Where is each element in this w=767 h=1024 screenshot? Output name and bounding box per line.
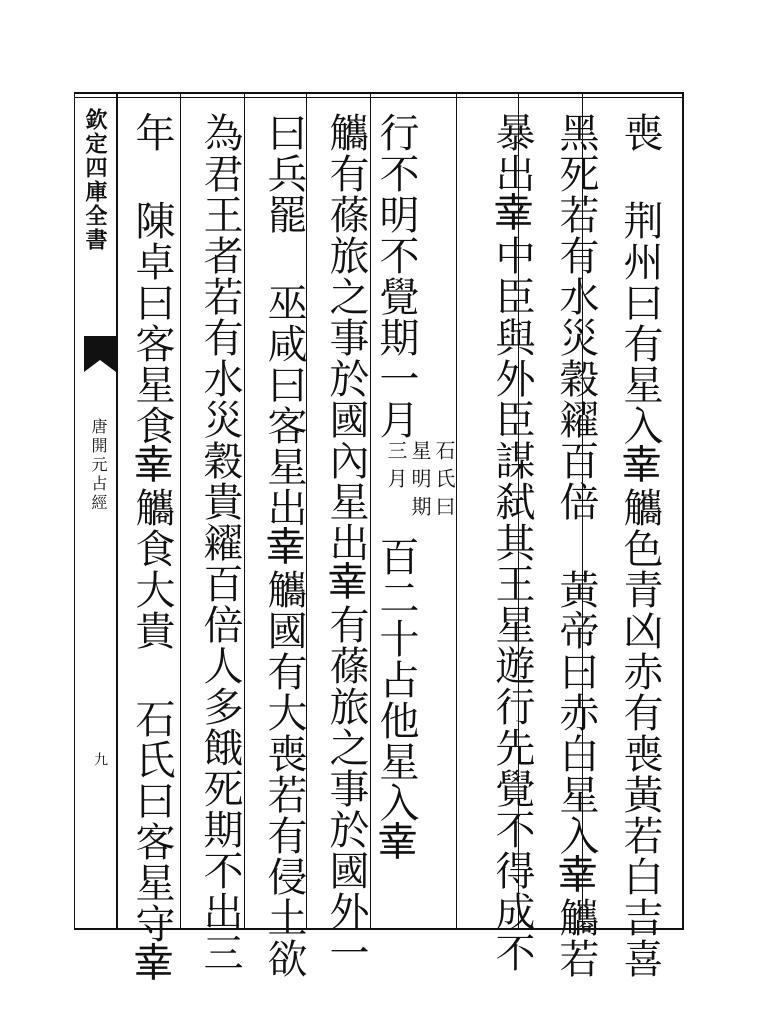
column-divider xyxy=(456,92,457,930)
main-text: 百二十占他星入𦍒 xyxy=(373,536,419,864)
text-column xyxy=(194,112,246,973)
text-column xyxy=(126,112,178,985)
main-text: 年 陳卓曰客星食𦍒觿食大貴 石氏曰客星守𦍒 xyxy=(129,112,175,985)
main-text: 觿有蓧旅之事於國內星出𦍒有蓧旅之事於國外一 xyxy=(323,112,369,973)
text-column xyxy=(258,112,310,979)
text-column xyxy=(320,112,372,973)
interlinear-note: 石氏曰星明期三月 xyxy=(384,440,456,524)
column-divider xyxy=(180,92,181,930)
fish-tail-mark xyxy=(84,336,116,372)
main-text: 暴出𦍒中臣與外臣謀弑其王星遊行先覺不得成不 xyxy=(489,112,535,973)
margin-column-rule xyxy=(116,92,118,930)
text-column xyxy=(486,112,538,973)
page-number: 九 xyxy=(92,752,108,766)
main-text: 曰兵罷 巫咸曰客星出𦍒觿國有大喪若有侵土欲 xyxy=(261,112,307,979)
main-text: 喪 荆州曰有星入𦍒觿色青凶赤有喪黃若白吉喜 xyxy=(617,112,663,979)
main-text: 黑死若有水災穀糴百倍 黃帝曰赤白星入𦍒觿若 xyxy=(553,112,599,979)
main-text: 為君王者若有水災穀貴糴百倍人多餓死期不出三 xyxy=(197,112,243,973)
text-column xyxy=(550,112,602,979)
frame-left-rule xyxy=(74,92,75,930)
frame-top-rule-inner xyxy=(74,97,684,98)
text-column xyxy=(614,112,666,979)
main-text: 行不明不覺期一月 xyxy=(373,112,419,440)
book-title: 唐開元占經 xyxy=(89,418,108,513)
frame-top-rule xyxy=(74,92,684,94)
text-column xyxy=(373,112,456,922)
edition-title: 欽定四庫全書 xyxy=(82,108,108,252)
frame-right-rule xyxy=(682,92,684,930)
